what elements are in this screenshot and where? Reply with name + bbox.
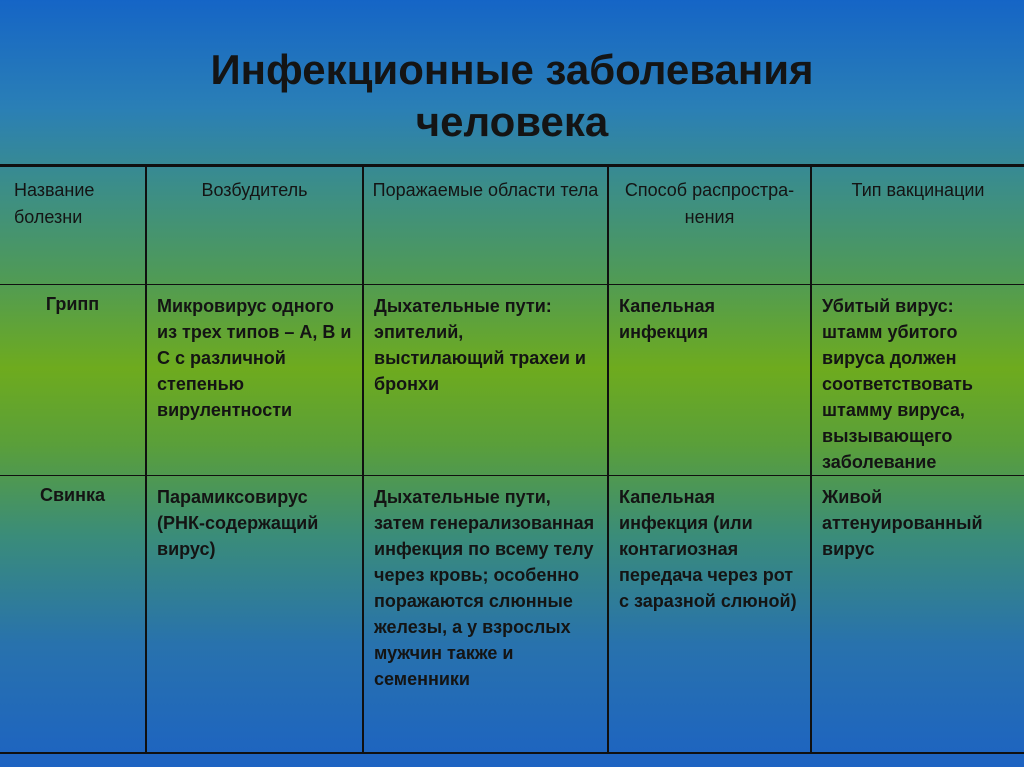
table-row-mumps (0, 476, 1024, 754)
spread-cell: Капельная инфекция (или контагиозная передача через рот с заразной слюной) (608, 476, 811, 754)
header-affected-areas: Поражаемые области тела (363, 166, 608, 285)
spread-cell: Капельная инфекция (608, 285, 811, 476)
table-header-row (0, 166, 1024, 285)
disease-name-cell: Грипп (0, 285, 146, 476)
slide-title-line-2: человека (415, 98, 609, 145)
areas-cell: Дыхательные пути: эпителий, выстилающий трахеи и бронхи (363, 285, 608, 476)
areas-cell: Дыхательные пути, затем генерализованная инфекция по всему телу через кровь; особенно поражаются слюнные железы, а у взрослых мужчин также и семенники (363, 476, 608, 754)
header-disease-name: Название болезни (0, 166, 146, 285)
header-spread-method: Способ распростра-нения (608, 166, 811, 285)
diseases-table (0, 164, 1024, 754)
slide-title (0, 44, 1024, 148)
header-agent: Возбудитель (146, 166, 363, 285)
header-vaccination-type: Тип вакцинации (811, 166, 1024, 285)
agent-cell: Парамиксовирус (РНК-содержащий вирус) (146, 476, 363, 754)
slide-title-line-1: Инфекционные заболевания (210, 46, 814, 93)
table-row-flu (0, 285, 1024, 476)
agent-cell: Микровирус одного из трех типов – А, В и С с различной степенью вирулентности (146, 285, 363, 476)
vaccine-cell: Убитый вирус: штамм убитого вируса должен соответствовать штамму вируса, вызывающего заболевание (811, 285, 1024, 476)
vaccine-cell: Живой аттенуированный вирус (811, 476, 1024, 754)
disease-name-cell: Свинка (0, 476, 146, 754)
